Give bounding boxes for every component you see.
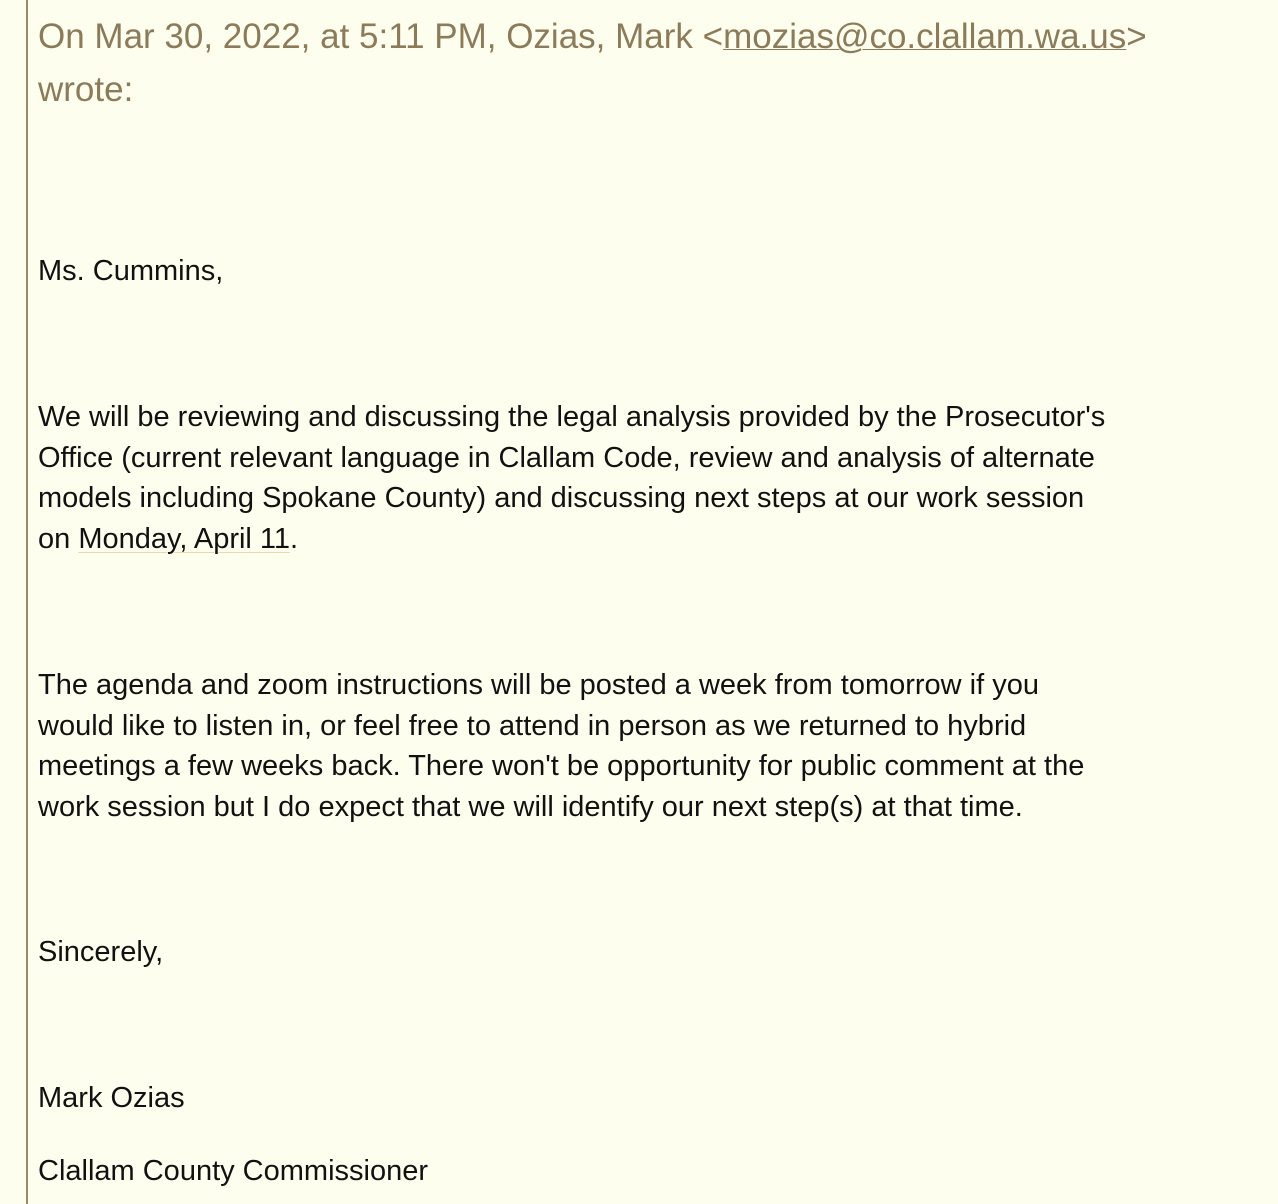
text-fragment: . (290, 522, 299, 555)
attribution-wrote: wrote: (38, 70, 134, 109)
paragraph-agenda (38, 665, 1258, 827)
paragraph-line: We will be reviewing and discussing the legal analysis provided by the Prosecutor's (38, 401, 1106, 433)
paragraph-line (38, 519, 1258, 560)
closing: Sincerely, (38, 936, 164, 968)
sender-email-link[interactable]: mozias@co.clallam.wa.us (723, 17, 1127, 56)
text-fragment: on (38, 522, 79, 555)
paragraph-line: would like to listen in, or feel free to attend in person as we returned to hybrid (38, 709, 1027, 742)
paragraph-line: models including Spokane County) and discussing next steps at our work session (38, 482, 1085, 514)
signature-title: Clallam County Commissioner (38, 1155, 428, 1187)
paragraph-line: meetings a few weeks back. There won't be opportunity for public comment at the (38, 750, 1085, 782)
paragraph-review (38, 397, 1258, 559)
paragraph-line: work session but I do expect that we will identify our next step(s) at that time. (38, 790, 1023, 823)
paragraph-line: Office (current relevant language in Clallam Code, review and analysis of alternate (38, 441, 1095, 474)
greeting: Ms. Cummins, (38, 255, 224, 287)
signature-name: Mark Ozias (38, 1082, 185, 1114)
attribution-line (38, 10, 1258, 63)
quote-attribution (38, 10, 1258, 116)
date-reference[interactable]: Monday, April 11 (78, 522, 291, 555)
quote-bar (26, 0, 28, 1204)
attribution-suffix: > (1126, 17, 1147, 56)
attribution-prefix: On Mar 30, 2022, at 5:11 PM, Ozias, Mark < (38, 17, 724, 56)
paragraph-line: The agenda and zoom instructions will be posted a week from tomorrow if you (38, 669, 1039, 701)
